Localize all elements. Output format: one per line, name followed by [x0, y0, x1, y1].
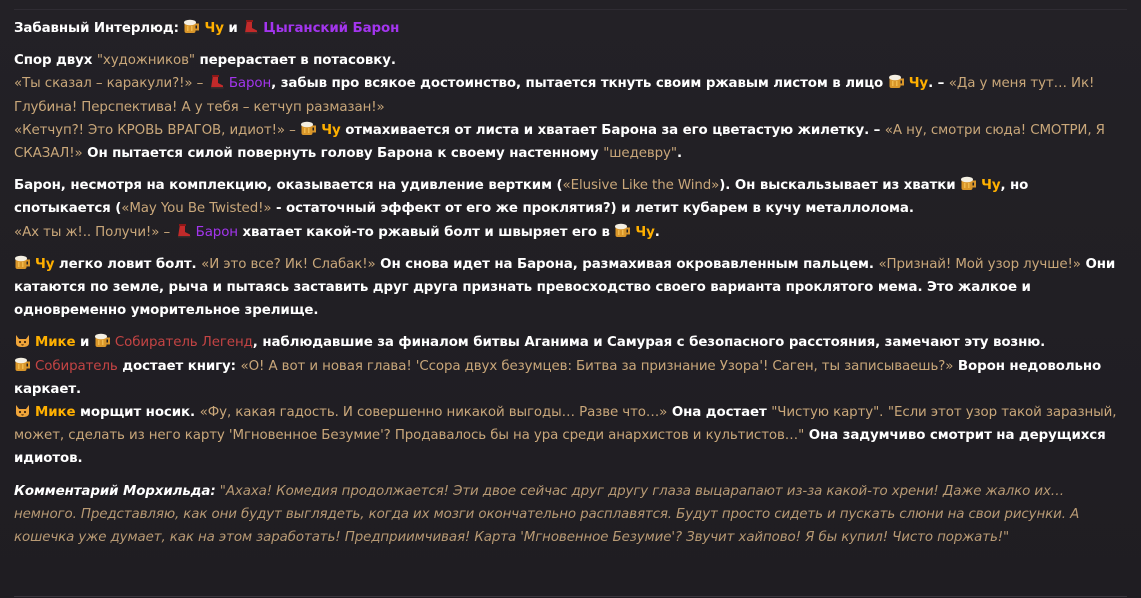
- text: хватает какой-то ржавый болт и швыряет его в: [242, 224, 610, 240]
- text: Барон, несмотря на комплекцию, оказывается на удивление вертким (: [14, 178, 563, 194]
- quote: "Если этот узор такой заразный, может, сделать из него карту 'Мгновенное Безумие'? Продавалось бы на ура среди анархистов и культистов…": [14, 405, 1117, 444]
- text: Ворон недовольно каркает.: [14, 358, 1102, 397]
- beer-mug-icon: [888, 74, 905, 89]
- text: перерастает в потасовку.: [199, 53, 396, 69]
- quote: «Ты сказал – каракули?!» –: [14, 76, 204, 92]
- text: морщит носик.: [80, 405, 196, 421]
- quote: «Фу, какая гадость. И совершенно никакой выгоды… Разве что…»: [199, 405, 668, 421]
- paragraph-4: [14, 331, 1127, 470]
- red-boot-icon: [208, 74, 225, 89]
- interlude-title: [14, 17, 1127, 40]
- quote: «О! А вот и новая глава! 'Ссора двух безумцев: Битва за признание Узора'! Саген, ты записываешь?»: [240, 358, 954, 374]
- commentary-body: "Ахаха! Комедия продолжается! Эти двое сейчас друг другу глаза выцарапают из-за какой-то хрени! Даже жалко их… немного. Представляю, как они будут выглядеть, когда их мозги окончательно расплавятся. Будут просто сидеть и пускать слюни на свои рисунки. А кошечка уже думает, как на этом заработать! Предприимчивая! Карта 'Мгновенное Безумие'? Звучит хайпово! Я бы купил! Чисто поржать!": [14, 483, 1080, 546]
- beer-mug-icon: [14, 357, 31, 372]
- quote: «А ну, смотри сюда! СМОТРИ, Я СКАЗАЛ!»: [14, 122, 1105, 162]
- top-divider: [14, 9, 1127, 10]
- quote: «Да у меня тут… Ик! Глубина! Перспектива! А у тебя – кетчуп размазан!»: [14, 76, 1095, 115]
- beer-mug-icon: [300, 121, 317, 136]
- p1-line-1: [14, 49, 1127, 72]
- text: Он снова идет на Барона, размахивая окровавленным пальцем.: [380, 256, 874, 272]
- text: .: [676, 146, 682, 162]
- quote: "Чистую карту": [771, 405, 880, 421]
- commentary-text: [14, 480, 1127, 550]
- text: Она достает: [671, 405, 767, 421]
- quote: «Ах ты ж!.. Получи!» –: [14, 224, 171, 240]
- cat-face-icon: [14, 333, 31, 348]
- text: легко ловит болт.: [58, 256, 197, 272]
- p2-line-1: [14, 174, 1127, 220]
- text: - остаточный эффект от его же проклятия?) и летит кубарем в кучу металлолома.: [276, 201, 914, 217]
- name-baron[interactable]: Барон: [228, 76, 272, 92]
- quote: "художников": [96, 53, 195, 69]
- text: отмахивается от листа и хватает Барона за его цветастую жилетку. –: [345, 122, 881, 138]
- text: Она задумчиво смотрит на дерущихся идиотов.: [14, 428, 1106, 467]
- text: .: [879, 405, 884, 421]
- text: Спор двух: [14, 53, 93, 69]
- p1-line-2: [14, 72, 1127, 118]
- quote: "шедевру": [603, 146, 677, 162]
- quote: «Признай! Мой узор лучше!»: [878, 256, 1081, 272]
- p3-line-1: [14, 253, 1127, 323]
- name-chu[interactable]: Чу: [908, 76, 929, 92]
- name-collector[interactable]: Собиратель: [35, 358, 118, 374]
- beer-mug-icon: [614, 223, 631, 238]
- beer-mug-icon: [183, 19, 200, 34]
- name-chu[interactable]: Чу: [321, 122, 341, 138]
- p4-line-1: [14, 331, 1127, 354]
- text: достает книгу:: [122, 358, 236, 374]
- p1-line-3: [14, 119, 1127, 165]
- name-chu[interactable]: Чу: [35, 256, 55, 272]
- p4-line-3: [14, 401, 1127, 471]
- text: , забыв про всякое достоинство, пытается ткнуть своим ржавым листом в лицо: [271, 76, 884, 92]
- text: ). Он выскальзывает из хватки: [719, 178, 956, 194]
- red-boot-icon: [175, 223, 192, 238]
- red-boot-icon: [242, 19, 259, 34]
- name-mike[interactable]: Мике: [35, 405, 76, 421]
- quote: «Кетчуп?! Это КРОВЬ ВРАГОВ, идиот!» –: [14, 122, 296, 138]
- text: и: [80, 335, 90, 351]
- text: Он пытается силой повернуть голову Барона к своему настенному: [87, 146, 599, 162]
- cat-face-icon: [14, 403, 31, 418]
- text: , наблюдавшие за финалом битвы Аганима и Самурая с безопасного расстояния, замечают эту возню.: [252, 335, 1046, 351]
- p2-line-2: [14, 221, 1127, 244]
- name-collector[interactable]: Собиратель Легенд: [114, 335, 253, 351]
- commentary: [14, 480, 1127, 550]
- paragraph-2: [14, 174, 1127, 244]
- beer-mug-icon: [94, 333, 111, 348]
- beer-mug-icon: [960, 176, 977, 191]
- paragraph-3: [14, 253, 1127, 323]
- quote: «И это все? Ик! Слабак!»: [201, 256, 376, 272]
- text: , но спотыкается (: [14, 178, 1029, 217]
- name-baron[interactable]: Цыганский Барон: [263, 21, 400, 36]
- paragraph-1: [14, 49, 1127, 165]
- commentary-label: Комментарий Морхильда:: [14, 483, 216, 499]
- name-baron[interactable]: Барон: [195, 224, 238, 240]
- name-chu[interactable]: Чу: [635, 224, 655, 240]
- quote: «Elusive Like the Wind»: [562, 178, 720, 194]
- name-mike[interactable]: Мике: [35, 335, 76, 351]
- quote: «May You Be Twisted!»: [121, 201, 272, 217]
- p4-line-2: [14, 355, 1127, 401]
- title-prefix: Забавный Интерлюд:: [14, 21, 179, 36]
- beer-mug-icon: [14, 255, 31, 270]
- text: Они катаются по земле, рыча и пытаясь заставить друг друга признать превосходство своего варианта проклятого мема. Это жалкое и одновременно уморительное зрелище.: [14, 256, 1116, 319]
- name-chu[interactable]: Чу: [204, 21, 224, 36]
- title-and: и: [228, 21, 238, 36]
- bottom-divider: [14, 596, 1127, 597]
- text: . –: [928, 76, 945, 92]
- text: .: [654, 224, 660, 240]
- name-chu[interactable]: Чу: [981, 178, 1001, 194]
